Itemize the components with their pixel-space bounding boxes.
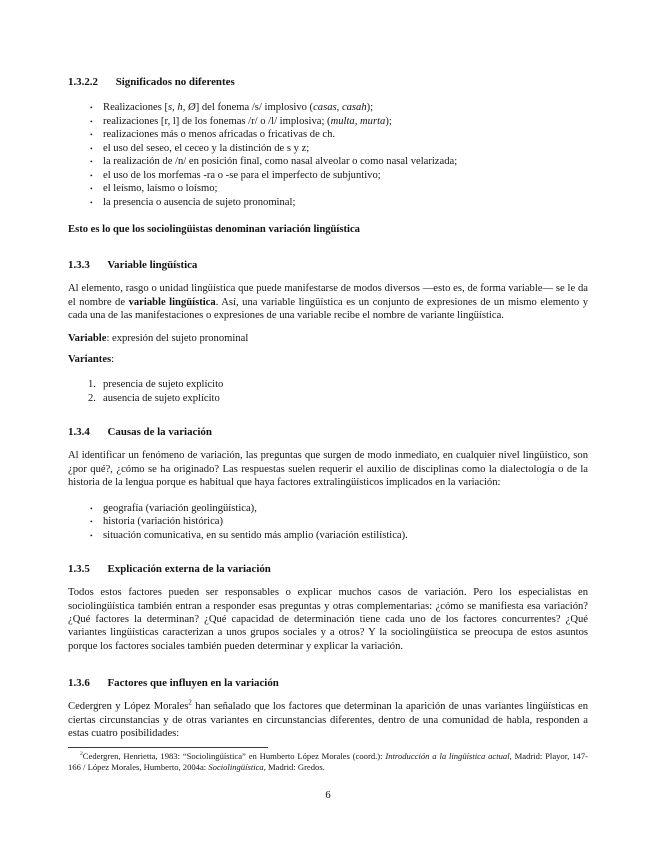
section-heading-factores <box>68 677 588 690</box>
footnote-rule <box>68 747 268 748</box>
list-item: presencia de sujeto explícito <box>103 379 224 391</box>
list-item: • historia (variación histórica) <box>103 515 588 529</box>
list-item: • situación comunicativa, en su sentido más amplio (variación estilística). <box>103 529 588 543</box>
heading-number: 1.3.3 <box>68 259 90 272</box>
section-heading-explicacion <box>68 563 588 576</box>
heading-number: 1.3.2.2 <box>68 76 98 88</box>
heading-title: Explicación externa de la variación <box>107 563 271 576</box>
heading-title: Significados no diferentes <box>115 76 235 88</box>
list-item: • el leísmo, laísmo o loísmo; <box>103 182 588 196</box>
section-heading-causas <box>68 426 588 439</box>
list-item: • Realizaciones [s, h, Ø] del fonema /s/ implosivo (casas, casah); <box>103 101 588 115</box>
heading-number: 1.3.5 <box>68 563 90 576</box>
heading-title: Causas de la variación <box>107 426 212 439</box>
paragraph-factores: Cedergren y López Morales$^2$ han señalado que los factores que determinan la aparición de unas variantes lingüísticas en ciertas circunstancias y de otras variantes en circunstancias diferentes, dentro de una comunidad de habla, responden a estas cuatro posibilidades: <box>68 699 588 739</box>
list-item: • el uso del seseo, el ceceo y la distinción de s y z; <box>103 142 588 156</box>
list-item: ausencia de sujeto explícito <box>103 393 220 405</box>
list-item: • realizaciones [r, l] de los fonemas /r/ o /l/ implosiva; (multa, murta); <box>103 115 588 129</box>
heading-title: Factores que influyen en la variación <box>107 677 279 690</box>
list-item: • la realización de /n/ en posición final, como nasal alveolar o como nasal velarizada; <box>103 155 588 169</box>
heading-number: 1.3.6 <box>68 677 90 690</box>
paragraph-variable: Al elemento, rasgo o unidad lingüística que puede manifestarse de modos diversos —esto es, de forma variable— se le da el nombre de variable lingüística. Así, una variable lingüística es un conjunto de expresiones de un mismo elemento y cada una de las manifestaciones o expresiones de una variable recibe el nombre de variante lingüística. <box>68 283 588 322</box>
heading-title: Variable lingüística <box>107 259 198 272</box>
section-heading-variable <box>68 259 588 272</box>
variantes-label: Variantes: <box>68 354 115 366</box>
list-item: • la presencia o ausencia de sujeto pronominal; <box>103 196 588 210</box>
list-item: • geografía (variación geolingüística), <box>103 502 588 516</box>
emphasis-line: Esto es lo que los sociolingüistas denominan variación lingüística <box>68 224 360 235</box>
variable-definition-line: Variable: expresión del sujeto pronominal <box>68 332 249 344</box>
page-content <box>68 76 588 773</box>
footnote-text: $^2$Cedergren, Henrietta, 1983: “Sociolingüística” en Humberto López Morales (coord.): Introducción a la lingüística actual, Madrid: Playor, 147-166 / López Morales, Humberto, 2004a: Sociolingüística, Madrid: Gredos. <box>68 751 588 773</box>
paragraph-causas: Al identificar un fenómeno de variación, las preguntas que surgen de modo inmediato, en cualquier nivel lingüístico, son ¿por qué?, ¿cómo se ha originado? Las respuestas suelen requerir el auxilio de disciplinas como la dialectología o de la historia de la lengua porque es habitual que haya factores extralingüísticos implicados en la variación: <box>68 450 588 489</box>
paragraph-explicacion: Todos estos factores pueden ser responsables o explicar muchos casos de variación. Pero los especialistas en sociolingüística también entran a responder esas preguntas y otras complementarias: ¿cómo se manifiesta esa variación? ¿Qué factores la determinan? ¿Qué capacidad de determinación tiene cada uno de los factores concurrentes? ¿Qué variantes lingüísticas caracterizan a unos grupos sociales y a otros? Y la sociolingüística se preocupa de estos asuntos porque los factores sociales también pueden determinar y explicar la variación. <box>68 587 588 652</box>
list-item: • realizaciones más o menos africadas o fricativas de ch. <box>103 128 588 142</box>
bullet-list-causas <box>68 502 588 543</box>
heading-number: 1.3.4 <box>68 426 90 439</box>
variantes-list <box>68 378 588 406</box>
page-number: 6 <box>325 790 331 801</box>
bullet-list-significados <box>68 101 588 209</box>
list-item: • el uso de los morfemas -ra o -se para el imperfecto de subjuntivo; <box>103 169 588 183</box>
section-heading-significados <box>68 76 588 89</box>
